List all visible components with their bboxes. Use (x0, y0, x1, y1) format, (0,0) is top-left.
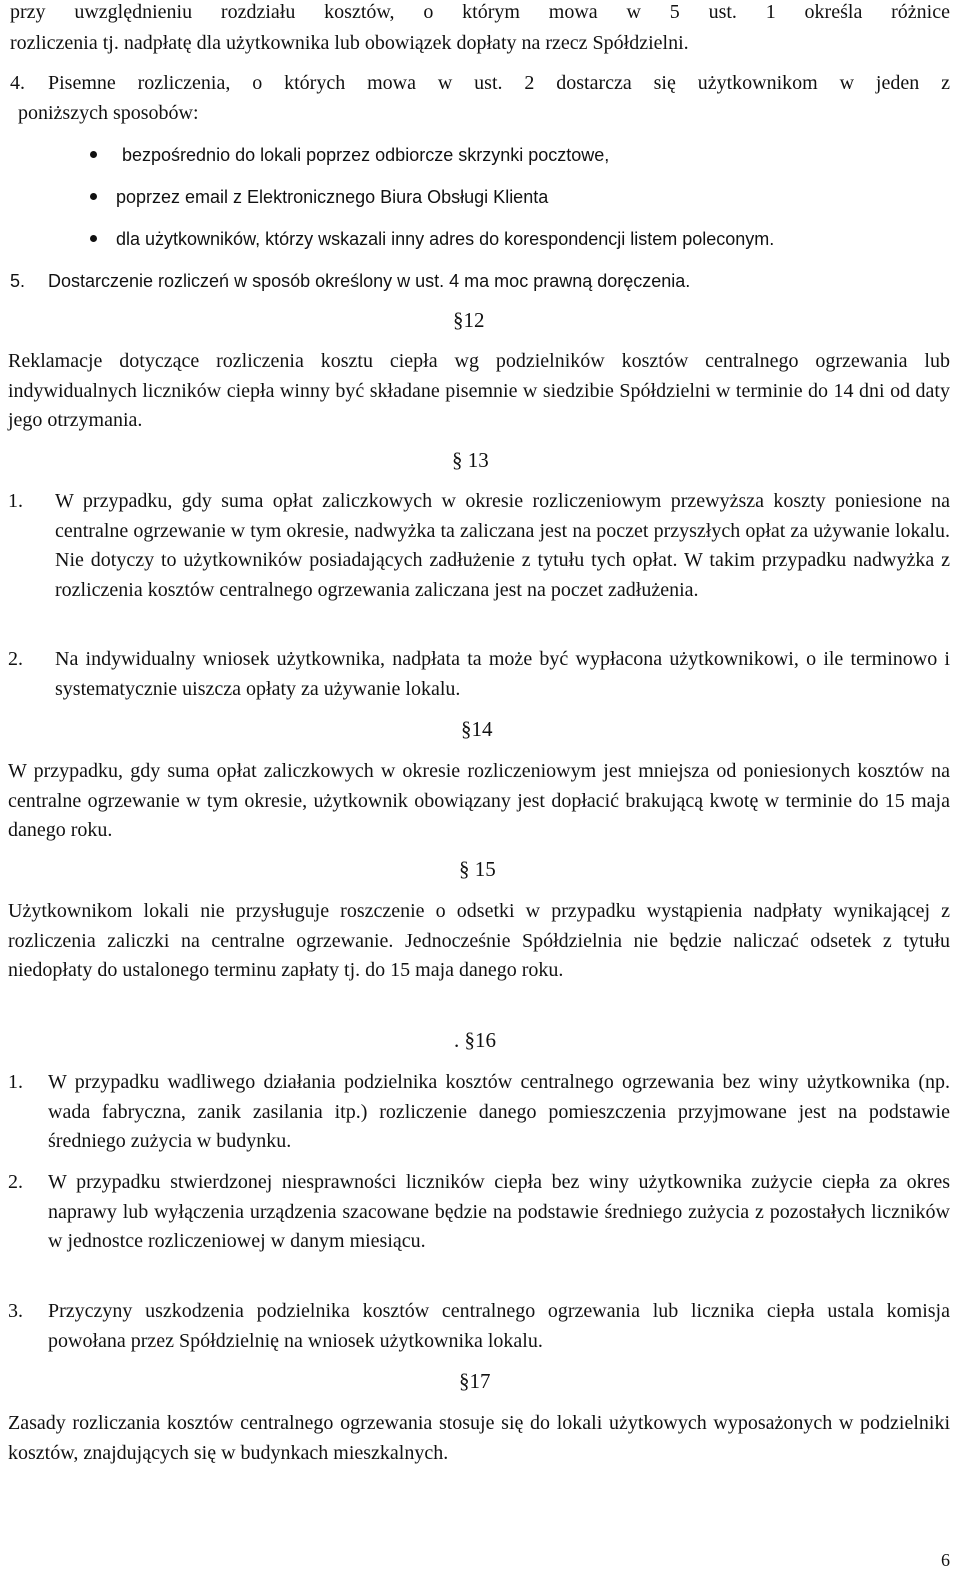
section-12-text: Reklamacje dotyczące rozliczenia kosztu ciepła wg podzielników kosztów centralnego ogrzewania lub indywidualnych liczników ciepła winny być składane pisemnie w siedzibie Spółdzielni w terminie do 14 dni od daty jego otrzymania. (8, 350, 950, 431)
bullet-item-2: poprzez email z Elektronicznego Biura Obsługi Klienta (116, 187, 549, 207)
s16-item-2-number: 2. (8, 1171, 23, 1193)
bullet-item-1: bezpośrednio do lokali poprzez odbiorcze skrzynki pocztowe, (122, 145, 610, 165)
section-15-heading: § 15 (459, 857, 496, 881)
page-number: 6 (941, 1550, 950, 1570)
s13-item-1-text: W przypadku, gdy suma opłat zaliczkowych w okresie rozliczeniowym przewyższa koszty poniesione na centralne ogrzewanie w tym okresie, nadwyżka ta zaliczana jest na poczet przyszłych opłat za używanie lokalu. Nie dotyczy to użytkowników posiadających zadłużenie z tytułu tych opłat. W takim przypadku nadwyżka z rozliczenia kosztów centralnego ogrzewania zaliczana jest na poczet zadłużenia. (55, 490, 950, 601)
intro-line-1: przy uwzględnieniu rozdziału kosztów, o którym mowa w 5 ust. 1 określa różnice (10, 1, 950, 23)
section-17-heading: §17 (459, 1369, 491, 1393)
s16-item-2-text: W przypadku stwierdzonej niesprawności liczników ciepła bez winy użytkownika zużycie ciepła za okres naprawy lub wyłączenia urządzenia szacowane będzie na podstawie średniego zużycia z pozostałych liczników w jednostce rozliczeniowej w danym miesiącu. (48, 1171, 950, 1252)
bullet-item-3: dla użytkowników, którzy wskazali inny adres do korespondencji listem poleconym. (116, 229, 775, 249)
s16-item-1-text: W przypadku wadliwego działania podzielnika kosztów centralnego ogrzewania bez winy użytkownika (np. wada fabryczna, zanik zasilania itp.) rozliczenie danego pomieszczenia przyjmowane jest na podstawie średniego zużycia w budynku. (48, 1071, 950, 1152)
section-17-text: Zasady rozliczania kosztów centralnego ogrzewania stosuje się do lokali użytkowych wyposażonych w podzielniki kosztów, znajdujących się w budynkach mieszkalnych. (8, 1412, 950, 1464)
s16-item-3-text: Przyczyny uszkodzenia podzielnika kosztów centralnego ogrzewania lub licznika ciepła ustala komisja powołana przez Spółdzielnię na wniosek użytkownika lokalu. (48, 1300, 950, 1352)
item-4-line-1: Pisemne rozliczenia, o których mowa w ust. 2 dostarcza się użytkownikom w jeden z (48, 72, 950, 94)
s16-item-3-number: 3. (8, 1300, 23, 1322)
bullet-dot (90, 235, 97, 242)
section-15-text: Użytkownikom lokali nie przysługuje roszczenie o odsetki w przypadku wystąpienia nadpłaty wynikającej z rozliczenia zaliczki na centralne ogrzewanie. Jednocześnie Spółdzielnia nie będzie naliczać odsetek z tytułu niedopłaty do ustalonego terminu zapłaty tj. do 15 maja danego roku. (8, 900, 950, 981)
s16-item-1-number: 1. (8, 1071, 23, 1093)
item-5-text: Dostarczenie rozliczeń w sposób określony w ust. 4 ma moc prawną doręczenia. (48, 271, 691, 291)
section-14-heading: §14 (461, 717, 493, 741)
s13-item-2-number: 2. (8, 648, 23, 670)
s13-item-1-number: 1. (8, 490, 23, 512)
item-5-number: 5. (10, 271, 26, 291)
section-16-heading: . §16 (454, 1028, 496, 1052)
item-4-number: 4. (10, 72, 25, 94)
section-14-text: W przypadku, gdy suma opłat zaliczkowych w okresie rozliczeniowym jest mniejsza od poniesionych kosztów na centralne ogrzewanie w tym okresie, użytkownik obowiązany jest dopłacić brakującą kwotę w terminie do 15 maja danego roku. (8, 760, 950, 841)
section-12-heading: §12 (453, 308, 485, 332)
bullet-dot (90, 151, 97, 158)
item-4-line-2: poniższych sposobów: (18, 102, 199, 124)
bullet-dot (90, 193, 97, 200)
s13-item-2-text: Na indywidualny wniosek użytkownika, nadpłata ta może być wypłacona użytkownikowi, o ile terminowo i systematycznie uiszcza opłaty za używanie lokalu. (55, 648, 950, 700)
section-13-heading: § 13 (452, 448, 489, 472)
intro-line-2: rozliczenia tj. nadpłatę dla użytkownika lub obowiązek dopłaty na rzecz Spółdzielni. (10, 32, 689, 54)
